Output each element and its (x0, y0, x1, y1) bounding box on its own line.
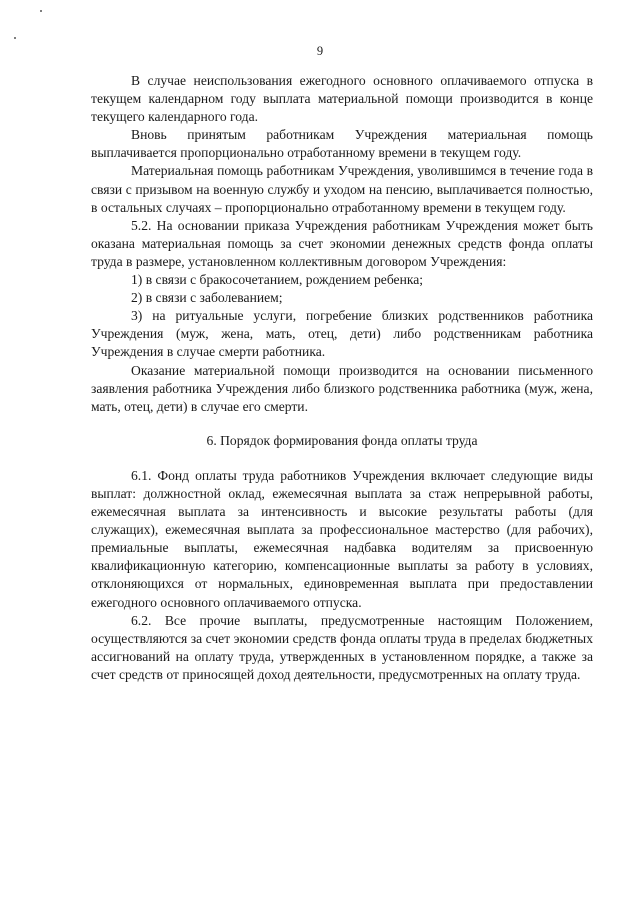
page-number: 9 (316, 44, 324, 58)
paragraph-unused-vacation: В случае неиспользования ежегодного основного оплачиваемого отпуска в текущем календарном году выплата материальной помощи производится в конце текущего календарного года. (91, 73, 593, 125)
paragraph-6-1: 6.1. Фонд оплаты труда работников Учреждения включает следующие виды выплат: должностной оклад, ежемесячная выплата за стаж непрерывной работы, ежемесячная выплата за интенсивность и высокие результаты работы (для служащих), ежемесячная выплата за профессиональное мастерство (для рабочих), премиальные выплаты, ежемесячная надбавка водителям за присвоенную квалификационную категорию, компенсационные выплаты за работу в условиях, отклоняющихся от нормальных, единовременная выплата при предоставлении ежегодного основного оплачиваемого отпуска. (91, 467, 593, 610)
paragraph-6-2: 6.2. Все прочие выплаты, предусмотренные настоящим Положением, осуществляются за счет экономии средств фонда оплаты труда в пределах бюджетных ассигнований на оплату труда, утвержденных в установленном порядке, а также за счет средств от приносящей доход деятельности, предусмотренных на оплату труда. (91, 612, 593, 682)
paragraph-new-employees: Вновь принятым работникам Учреждения материальная помощь выплачивается пропорционально отработанному времени в текущем году. (91, 127, 593, 161)
document-body (91, 72, 593, 684)
section-heading: 6. Порядок формирования фонда оплаты труда (206, 432, 478, 448)
paragraph-dismissed-employees: Материальная помощь работникам Учреждения, уволившимся в течение года в связи с призывом на военную службу и уходом на пенсию, выплачивается полностью, в остальных случаях – пропорционально отработанному времени в текущем году. (91, 163, 593, 215)
list-item-funeral: 3) на ритуальные услуги, погребение близких родственников работника Учреждения (муж, жена, мать, отец, дети) либо родственникам работника Учреждения в случае смерти работника. (91, 308, 593, 360)
paragraph-assistance-application: Оказание материальной помощи производится на основании письменного заявления работника Учреждения либо близкого родственника работника (муж, жена, мать, отец, дети) в случае его смерти. (91, 362, 593, 414)
scan-speck (14, 37, 16, 39)
scan-speck (40, 10, 42, 12)
list-item-illness: 2) в связи с заболеванием; (131, 290, 283, 306)
list-item-marriage: 1) в связи с бракосочетанием, рождением ребенка; (131, 272, 424, 288)
paragraph-5-2: 5.2. На основании приказа Учреждения работникам Учреждения может быть оказана материальная помощь за счет экономии денежных средств фонда оплаты труда в размере, установленном коллективным договором Учреждения: (91, 217, 593, 269)
